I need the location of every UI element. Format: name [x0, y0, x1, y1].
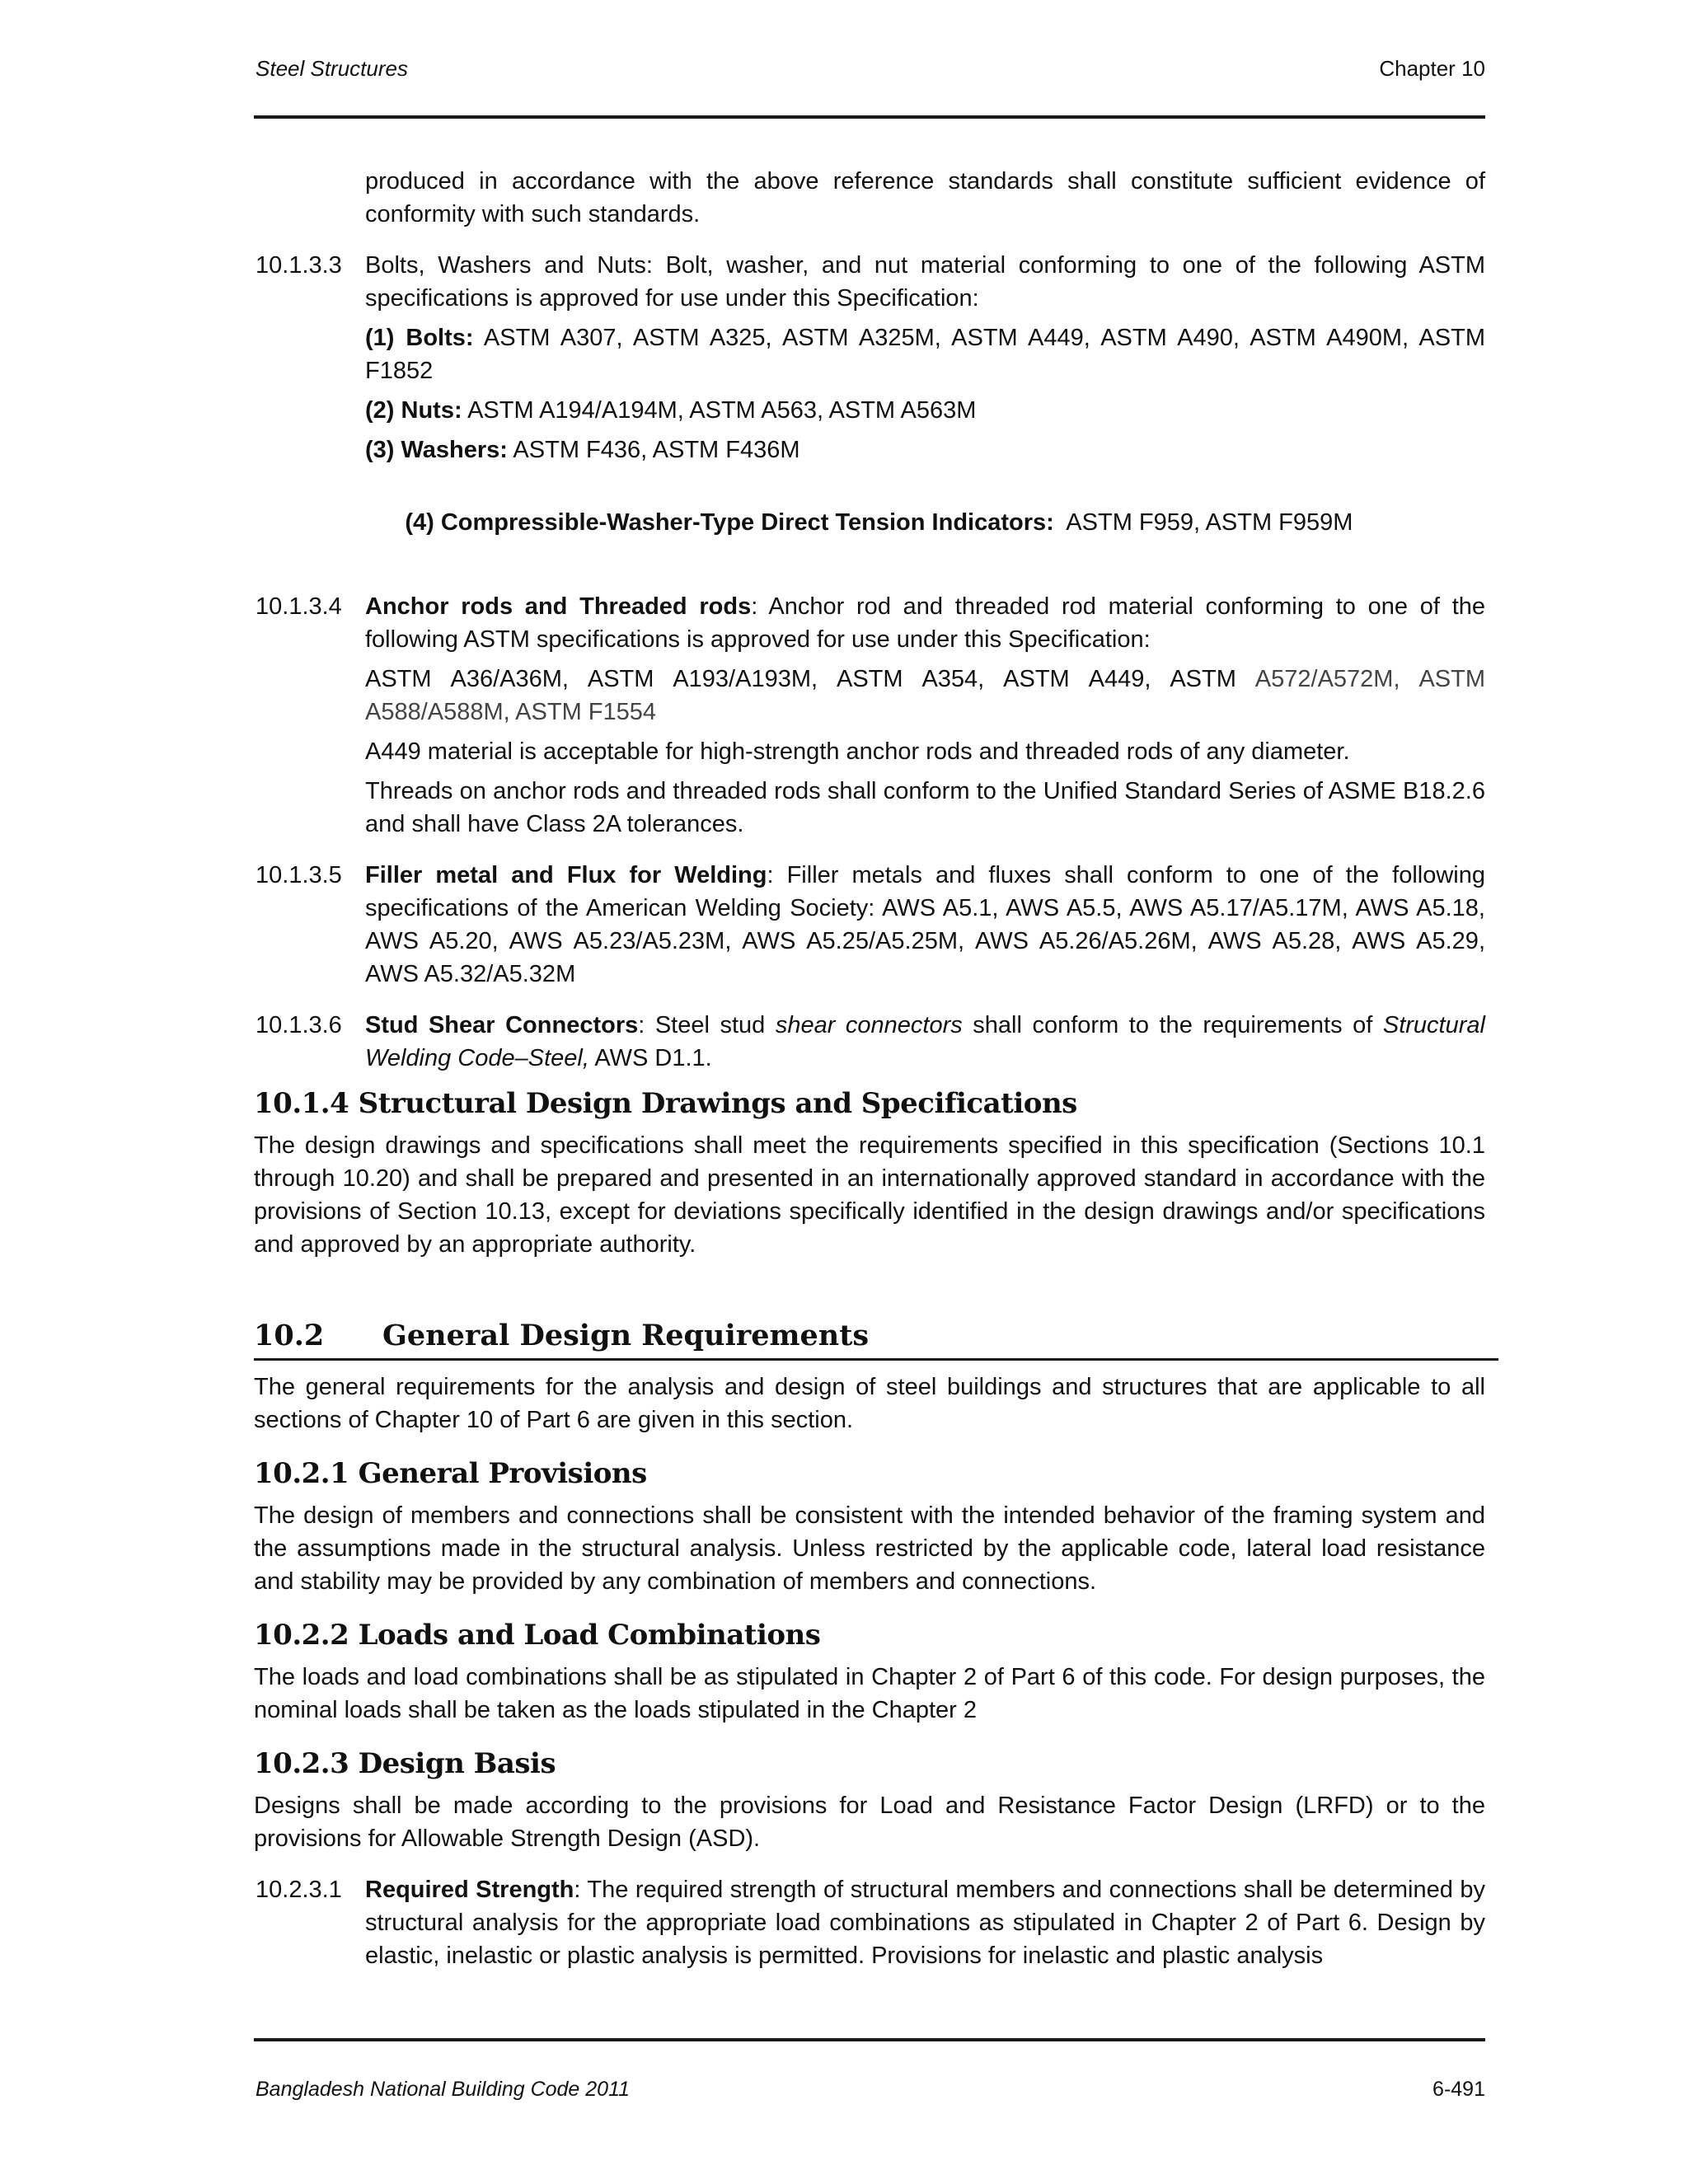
- footer-code-title: Bangladesh National Building Code 2011: [256, 2078, 631, 2101]
- section-heading-10-2-2: 10.2.2 Loads and Load Combinations: [254, 1619, 821, 1652]
- section-title: General Design Requirements: [382, 1319, 870, 1352]
- specs-part-b: A572/A572M, ASTM A588/A588M, ASTM F1554: [365, 666, 1485, 725]
- clause-10-1-3-4: [254, 590, 1485, 841]
- clause-text: [365, 590, 1485, 656]
- washers-item: [365, 434, 1485, 466]
- clause-text: Bolts, Washers and Nuts: Bolt, washer, and nut material conforming to one of the following ASTM specifications is approved for use under this Specification:: [365, 252, 1485, 312]
- clause-body: AWS D1.1.: [588, 1045, 712, 1071]
- page-content: [254, 165, 1485, 1972]
- intro-paragraph: produced in accordance with the above reference standards shall constitute sufficient evidence of conformity with such standards.: [365, 168, 1485, 227]
- section-heading-10-2: [254, 1317, 1498, 1361]
- threads-paragraph: Threads on anchor rods and threaded rods shall conform to the Unified Standard Series of ASME B18.2.6 and shall have Class 2A tolerances.: [365, 778, 1485, 837]
- clause-10-1-3-5: [254, 859, 1485, 991]
- header-title: Steel Structures: [256, 56, 408, 81]
- item-label: (1) Bolts:: [365, 325, 474, 351]
- clause-number: 10.1.3.3: [256, 252, 342, 279]
- page-footer: [254, 2038, 1485, 2107]
- clause-body: : The required strength of structural members and connections shall be determined by structural analysis for the appropriate load combinations as stipulated in Chapter 2 of Part 6. Design by elastic, inelastic or plastic analysis is permitted. Provisions for inelastic and plastic analysis: [365, 1877, 1485, 1969]
- clause-number: 10.1.3.5: [256, 862, 342, 888]
- clause-title: Required Strength: [365, 1877, 574, 1903]
- clause-body: : Filler metals and fluxes shall conform to one of the following specifications of the American Welding Society: AWS A5.1, AWS A5.5, AWS A5.17/A5.17M, AWS A5.18, AWS A5.20, AWS A5.23/A5.23M, AWS A5.25/A5.25M, AWS A5.26/A5.26M, AWS A5.28, AWS A5.29, AWS A5.32/A5.32M: [365, 862, 1485, 987]
- item-text: ASTM F436, ASTM F436M: [507, 437, 800, 463]
- nuts-item: [365, 394, 1485, 427]
- anchor-rod-specs: [365, 663, 1485, 729]
- footer-page-number: 6-491: [1432, 2078, 1485, 2101]
- item-text: ASTM F959, ASTM F959M: [1053, 509, 1353, 536]
- section-paragraph: The design drawings and specifications shall meet the requirements specified in this specification (Sections 10.1 through 10.20) and shall be prepared and presented in an internationally approved standard in accordance with the provisions of Section 10.13, except for deviations specifically identified in the design drawings and/or specifications and approved by an appropriate authority.: [254, 1132, 1485, 1258]
- clause-title: Stud Shear Connectors: [365, 1012, 639, 1038]
- clause-10-1-3-6: [254, 1009, 1485, 1075]
- clause-text: [365, 859, 1485, 991]
- italic-reference: Structural Welding Code–Steel,: [365, 1012, 1485, 1071]
- section-heading-10-2-3: 10.2.3 Design Basis: [254, 1747, 556, 1780]
- item-text: ASTM A307, ASTM A325, ASTM A325M, ASTM A449, ASTM A490, ASTM A490M, ASTM F1852: [365, 325, 1485, 384]
- clause-number: 10.1.3.6: [256, 1012, 342, 1038]
- section-number: 10.2: [254, 1319, 325, 1352]
- italic-term: shear connectors: [775, 1012, 963, 1038]
- clause-title: Filler metal and Flux for Welding: [365, 862, 767, 888]
- section-paragraph: The general requirements for the analysis and design of steel buildings and structures that are applicable to all sections of Chapter 10 of Part 6 are given in this section.: [254, 1374, 1485, 1433]
- clause-number: 10.2.3.1: [256, 1877, 342, 1903]
- clause-10-2-3-1: [254, 1873, 1485, 1972]
- clause-body: : Anchor rod and threaded rod material conforming to one of the following ASTM specifications is approved for use under this Specification:: [365, 593, 1486, 653]
- page-header: [254, 51, 1485, 119]
- section-paragraph: The loads and load combinations shall be as stipulated in Chapter 2 of Part 6 of this code. For design purposes, the nominal loads shall be taken as the loads stipulated in the Chapter 2: [254, 1664, 1485, 1723]
- clause-10-1-3-3: [254, 249, 1485, 572]
- a449-paragraph: A449 material is acceptable for high-strength anchor rods and threaded rods of any diameter.: [365, 738, 1350, 765]
- clause-body: shall conform to the requirements of: [962, 1012, 1383, 1038]
- clause-number: 10.1.3.4: [256, 593, 342, 620]
- item-label: (2) Nuts:: [365, 397, 462, 424]
- header-chapter: Chapter 10: [1379, 56, 1485, 81]
- section-heading-10-2-1: 10.2.1 General Provisions: [254, 1457, 647, 1490]
- clause-text: [365, 1873, 1485, 1972]
- section-heading-10-1-4: 10.1.4 Structural Design Drawings and Specifications: [254, 1087, 1077, 1120]
- section-paragraph: The design of members and connections shall be consistent with the intended behavior of the framing system and the assumptions made in the structural analysis. Unless restricted by the applicable code, lateral load resistance and stability may be provided by any combination of members and connections.: [254, 1502, 1485, 1595]
- dti-item: [365, 473, 1485, 572]
- clause-title: Anchor rods and Threaded rods: [365, 593, 752, 620]
- clause-body: : Steel stud: [638, 1012, 776, 1038]
- section-paragraph: Designs shall be made according to the provisions for Load and Resistance Factor Design (LRFD) or to the provisions for Allowable Strength Design (ASD).: [254, 1793, 1485, 1852]
- clause-text: [365, 1009, 1485, 1075]
- item-label: (3) Washers:: [365, 437, 508, 463]
- bolts-item: [365, 321, 1485, 387]
- item-text: ASTM A194/A194M, ASTM A563, ASTM A563M: [462, 397, 977, 424]
- item-label: (4) Compressible-Washer-Type Direct Tension Indicators:: [405, 509, 1054, 536]
- specs-part-a: ASTM A36/A36M, ASTM A193/A193M, ASTM A354, ASTM A449, ASTM: [365, 666, 1255, 692]
